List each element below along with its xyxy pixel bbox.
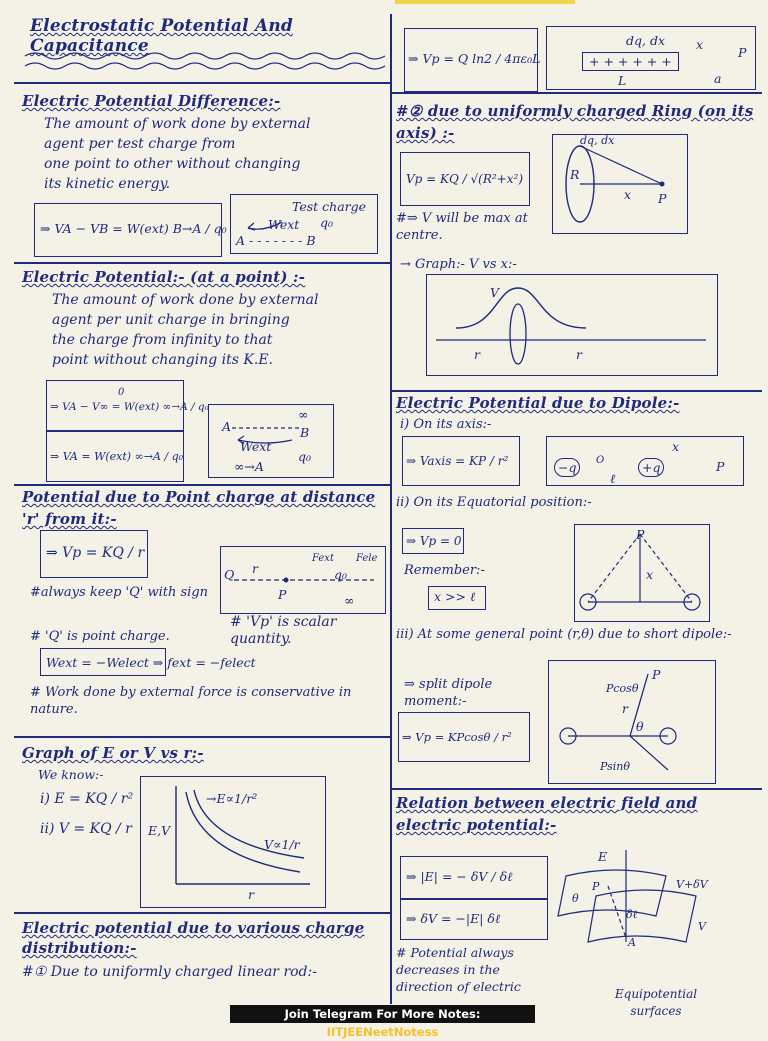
formula-zero-mark: 0 (118, 387, 125, 398)
equi-p-label: P (592, 880, 600, 893)
diagram-fele-label: Fele (356, 553, 378, 564)
label-b: B (300, 425, 310, 440)
potential-difference-heading: Electric Potential Difference:- (22, 92, 281, 110)
field-relation-formula-1: ⇒ |E| = − δV / δℓ (406, 869, 513, 884)
rod-x-label: x (696, 37, 704, 52)
remember-label: Remember:- (404, 563, 485, 578)
charge-distribution-heading: Electric potential due to various charge distribution:- (22, 919, 365, 957)
ring-max-note: #⇒ V will be max at centre. (396, 211, 528, 243)
equi-dl-label: δℓ (626, 908, 638, 921)
label-inf-to-a: ∞→A (234, 459, 264, 474)
eq-field: i) E = KQ / r² (40, 791, 134, 807)
right-rule-2 (392, 390, 762, 392)
equi-e-label: E (598, 849, 608, 864)
graph-e-v-heading: Graph of E or V vs r:- (22, 744, 204, 762)
equatorial-p-label: P (636, 527, 645, 542)
equipotential-surfaces-label: Equipotential surfaces (614, 987, 698, 1018)
left-rule-4 (14, 736, 390, 738)
diagram-q-label: Q (224, 567, 235, 582)
electric-potential-section (22, 268, 382, 370)
ring-graph-v: V (490, 285, 500, 300)
field-potential-note: # Potential always decreases in the direction of electric (396, 945, 521, 994)
dipole-equatorial-label: ii) On its Equatorial position:- (396, 495, 592, 510)
ring-p-label: P (658, 191, 667, 206)
body-line: one point to other without changing (44, 156, 301, 172)
top-accent-bar (395, 0, 575, 4)
body-line: agent per unit charge in bringing (52, 312, 290, 328)
dipole-general-label: iii) At some general point (r,θ) due to short dipole:- (396, 627, 732, 642)
dipole-axis-p: P (716, 459, 725, 474)
linear-rod-item: #① Due to uniformly charged linear rod:- (22, 964, 317, 980)
rod-dq-label: dq, dx (626, 33, 666, 48)
graph-xlabel: r (248, 887, 254, 902)
equi-theta-label: θ (572, 892, 579, 905)
diagram-p-label: P (278, 587, 287, 602)
wext-label: Wext (268, 217, 300, 232)
ring-graph-r1: r (474, 347, 480, 362)
body-line: The amount of work done by external (44, 116, 311, 132)
title-wavy-underline (20, 48, 390, 78)
point-charge-heading: Potential due to Point charge at distance 'r' from it:- (22, 488, 376, 528)
point-charge-formula: ⇒ Vp = KQ / r (46, 545, 145, 561)
general-psin-label: Psinθ (600, 760, 630, 773)
equi-vdv-label: V+δV (676, 878, 708, 891)
graph-ylabel: E,V (148, 823, 171, 838)
general-pcos-label: Pcosθ (606, 682, 639, 695)
banner-handle-link[interactable]: IITJEENeetNotess (326, 1025, 439, 1039)
equi-a-label: A (628, 936, 636, 949)
body-line: the charge from infinity to that (52, 332, 273, 348)
dipole-general-formula: ⇒ Vp = KPcosθ / r² (402, 730, 512, 744)
ring-x-label: x (624, 187, 632, 202)
formula-va-minus-vinf: ⇒ VA − V∞ = W(ext) ∞→A / q₀ (50, 401, 209, 413)
diagram-infinity-label: ∞ (344, 593, 355, 608)
body-line: agent per test charge from (44, 136, 236, 152)
dashed-path-icon (232, 424, 302, 454)
remember-condition: x >> ℓ (434, 589, 476, 604)
rod-l-label: L (618, 73, 627, 88)
test-charge-label: Test charge (292, 199, 367, 214)
rod-formula: ⇒ Vp = Q ln2 / 4πε₀L (408, 51, 541, 66)
general-p-label: P (652, 667, 661, 682)
eq-potential: ii) V = KQ / r (40, 821, 132, 837)
left-rule-1 (14, 82, 390, 84)
field-relation-formula-2: ⇒ δV = −|E| δℓ (406, 911, 501, 926)
body-line: point without changing its K.E. (52, 352, 273, 368)
dipole-axis-x: x (672, 439, 680, 454)
wext-arrow-icon (244, 218, 284, 234)
dipole-heading: Electric Potential due to Dipole:- (396, 394, 680, 412)
ring-formula: Vp = KQ / √(R²+x²) (406, 172, 523, 186)
point-charge-section (22, 486, 382, 530)
label-q0: q₀ (298, 449, 312, 464)
note-wext-welect: Wext = −Welect ⇒ fext = −felect (46, 655, 256, 670)
dipole-axis-l: ℓ (610, 471, 616, 486)
note-conservative-force: # Work done by external force is conservative in nature. (30, 685, 352, 717)
q0-label: q₀ (320, 215, 334, 230)
formula-va: ⇒ VA = W(ext) ∞→A / q₀ (50, 450, 184, 463)
telegram-banner[interactable] (230, 1005, 535, 1039)
diagram-q0-label: q₀ (334, 567, 348, 582)
right-rule-3 (392, 788, 762, 790)
label-infinity: ∞ (298, 407, 309, 422)
diagram-fext-label: Fext (312, 553, 334, 564)
label-wext: Wext (240, 439, 272, 454)
ring-heading: #② due to uniformly charged Ring (on its axis) :- (396, 102, 754, 142)
potential-difference-section (22, 92, 382, 194)
note-vp-scalar: # 'Vp' is scalar quantity. (230, 614, 337, 647)
equatorial-x-label: x (646, 567, 654, 582)
point-charge-line-icon (234, 572, 374, 592)
right-rule-1 (392, 92, 762, 94)
equi-v-label: V (698, 920, 706, 933)
dipole-general-diagram (548, 660, 714, 782)
field-potential-relation-section (396, 792, 726, 836)
equipotential-diagram (556, 846, 716, 954)
dipole-split-label: ⇒ split dipole moment:- (404, 677, 493, 709)
page-title-text: Electrostatic Potential And Capacitance (30, 16, 293, 56)
general-r-label: r (622, 701, 628, 716)
ring-dq-label: dq, dx (580, 134, 615, 147)
label-a: A (222, 419, 232, 434)
ring-v-vs-x-graph (426, 274, 716, 374)
note-keep-q-sign: #always keep 'Q' with sign (30, 585, 209, 600)
charge-distribution-section (22, 918, 382, 982)
rod-a-label: a (714, 71, 722, 86)
potential-difference-formula: ⇒ VA − VB = W(ext) B→A / q₀ (40, 221, 227, 236)
body-line: The amount of work done by external (52, 292, 319, 308)
dipole-axis-formula: ⇒ Vaxis = KP / r² (406, 454, 509, 468)
graph-e-curve-label: →E∝1/r² (206, 791, 258, 806)
ring-r-label: R (570, 167, 580, 182)
dipole-axis-q1: −q (554, 458, 580, 477)
dipole-equatorial-formula: ⇒ Vp = 0 (406, 534, 462, 548)
dipole-section (396, 394, 756, 433)
ring-diagram (552, 134, 686, 232)
electric-potential-body (52, 290, 382, 370)
field-potential-relation-heading: Relation between electric field and electric potential:- (396, 794, 698, 834)
left-rule-5 (14, 912, 390, 914)
dipole-axis-label: i) On its axis:- (400, 417, 492, 432)
diagram-r-label: r (252, 561, 258, 576)
we-know-label: We know:- (38, 767, 104, 782)
note-point-charge: # 'Q' is point charge. (30, 629, 170, 644)
electric-potential-heading: Electric Potential:- (at a point) :- (22, 268, 306, 286)
field-relation-separator (400, 898, 548, 900)
left-rule-2 (14, 262, 390, 264)
graph-v-curve-label: V∝1/r (264, 837, 300, 852)
body-line: its kinetic energy. (44, 176, 171, 192)
dipole-axis-q2: +q (638, 458, 664, 477)
ring-graph-r2: r (576, 347, 582, 362)
dipole-axis-o: O (596, 455, 605, 466)
formula-box-separator (46, 430, 184, 432)
center-divider (390, 14, 392, 1004)
a-to-b-line: A - - - - - - - B (236, 233, 316, 248)
banner-prefix: Join Telegram For More Notes: (284, 1007, 481, 1021)
rod-p-label: P (738, 45, 747, 60)
potential-difference-body (44, 114, 382, 194)
general-theta-label: θ (636, 719, 644, 734)
ring-graph-label: → Graph:- V vs x:- (400, 257, 517, 272)
rod-charges: + + + + + + (582, 52, 679, 71)
